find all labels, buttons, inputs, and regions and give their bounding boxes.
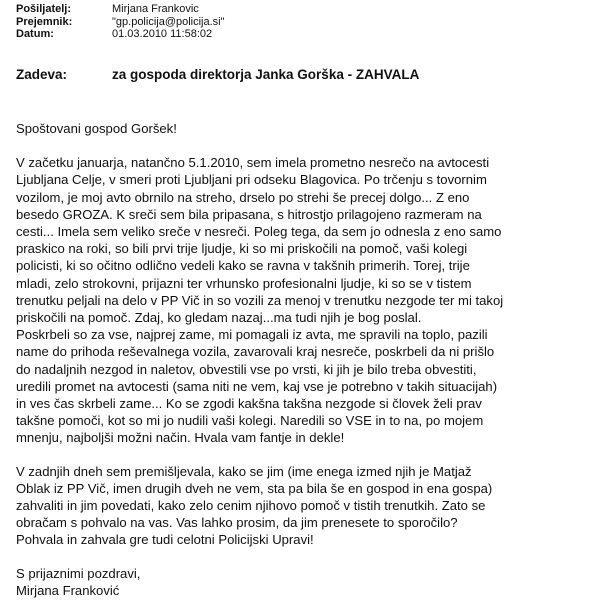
email-header	[16, 3, 225, 41]
from-value: Mirjana Frankovic	[112, 3, 199, 15]
body-line: mnenju, najboljši možni način. Hvala vam fantje in dekle!	[16, 430, 345, 446]
subject-label: Zadeva:	[16, 67, 68, 82]
to-label: Prejemnik:	[16, 15, 73, 28]
closing: S prijaznimi pozdravi,	[16, 565, 141, 581]
email-body	[16, 120, 588, 599]
from-label: Pošiljatelj:	[16, 3, 72, 15]
body-line: name do prihoda reševalnega vozila, zavarovali kraj nesreče, poskrbeli da ni prišlo	[16, 344, 495, 360]
body-line: Ljubljana Celje, v smeri proti Ljubljani pri odseku Blagovica. Po trčenju s tovornim	[16, 172, 487, 188]
body-line: mladi, zelo strokovni, prijazni ter vrhunsko profesionalni ljudje, ki so se v tistem	[16, 275, 472, 291]
body-line: uredili promet na avtocesti (sama niti ne vem, kaj vse je potrebno v takih situacijah)	[16, 378, 498, 394]
body-line: priskočili na pomoč. Zdaj, ko gledam nazaj...ma tudi njih je bog poslal.	[16, 310, 422, 326]
body-line: Poskrbeli so za vse, najprej zame, mi pomagali iz avta, me spravili na toplo, pazili	[16, 327, 488, 343]
from-row	[16, 3, 225, 16]
body-line: in ves čas skrbeli zame... Ko se zgodi kakšna takšna nezgode si človek želi prav	[16, 396, 482, 412]
subject-row	[16, 67, 419, 82]
body-line: takšne pomoči, kot so mi jo nudili vaši kolegi. Naredili so VSE in to na, po mojem	[16, 413, 484, 429]
body-line: zahvaliti in jim povedati, kako zelo cenim njihovo pomoč v tistih trenutkih. Zato se	[16, 498, 486, 514]
body-line: Pohvala in zahvala gre tudi celotni Policijski Upravi!	[16, 532, 314, 548]
body-line: V začetku januarja, natančno 5.1.2010, sem imela prometno nesrečo na avtocesti	[16, 155, 490, 171]
body-line: policisti, ki so očitno odlično vedeli kako se ravna v takšnih primerih. Torej, trije	[16, 258, 470, 274]
body-line: Oblak iz PP Vič, imen drugih dveh ne vem, sta pa bila še en gospod in ena gospa)	[16, 480, 493, 496]
body-line: do nadaljnih nezgod in naletov, obvestili vse po vrsti, ki jih je bilo treba obvestiti,	[16, 361, 477, 377]
body-line: trenutku peljali na delo v PP Vič in so vozili za menoj v trenutku nezgode ter mi takoj	[16, 292, 504, 308]
date-label: Datum:	[16, 28, 54, 40]
body-line: obračam s pohvalo na vas. Vas lahko prosim, da jim prenesete to sporočilo?	[16, 515, 458, 531]
body-line: besedo GROZA. K sreči sem bila pripasana, s hitrostjo prilagojeno razmeram na	[16, 206, 482, 222]
to-row	[16, 16, 225, 29]
body-line: cesti... Imela sem veliko sreče v nesreči. Poleg tega, da sem jo odnesla z eno samo	[16, 224, 502, 240]
body-line: praskico na roki, so bili prvi trije ljudje, ki so mi priskočili na pomoč, vaši kolegi	[16, 241, 468, 257]
date-row	[16, 28, 225, 41]
to-value: "gp.policija@policija.si"	[112, 15, 225, 28]
subject-value: za gospoda direktorja Janka Gorška - ZAHVALA	[112, 67, 420, 82]
body-line: V zadnjih dneh sem premišljevala, kako se jim (ime enega izmed njih je Matjaž	[16, 463, 472, 479]
greeting: Spoštovani gospod Goršek!	[16, 121, 177, 136]
date-value: 01.03.2010 11:58:02	[112, 28, 213, 40]
signature: Mirjana Franković	[16, 582, 120, 598]
paragraph-2	[16, 463, 588, 549]
paragraph-1	[16, 154, 588, 446]
body-line: vozilom, je moj avto obrnilo na streho, drselo po strehi še precej dolgo... Z eno	[16, 189, 470, 205]
